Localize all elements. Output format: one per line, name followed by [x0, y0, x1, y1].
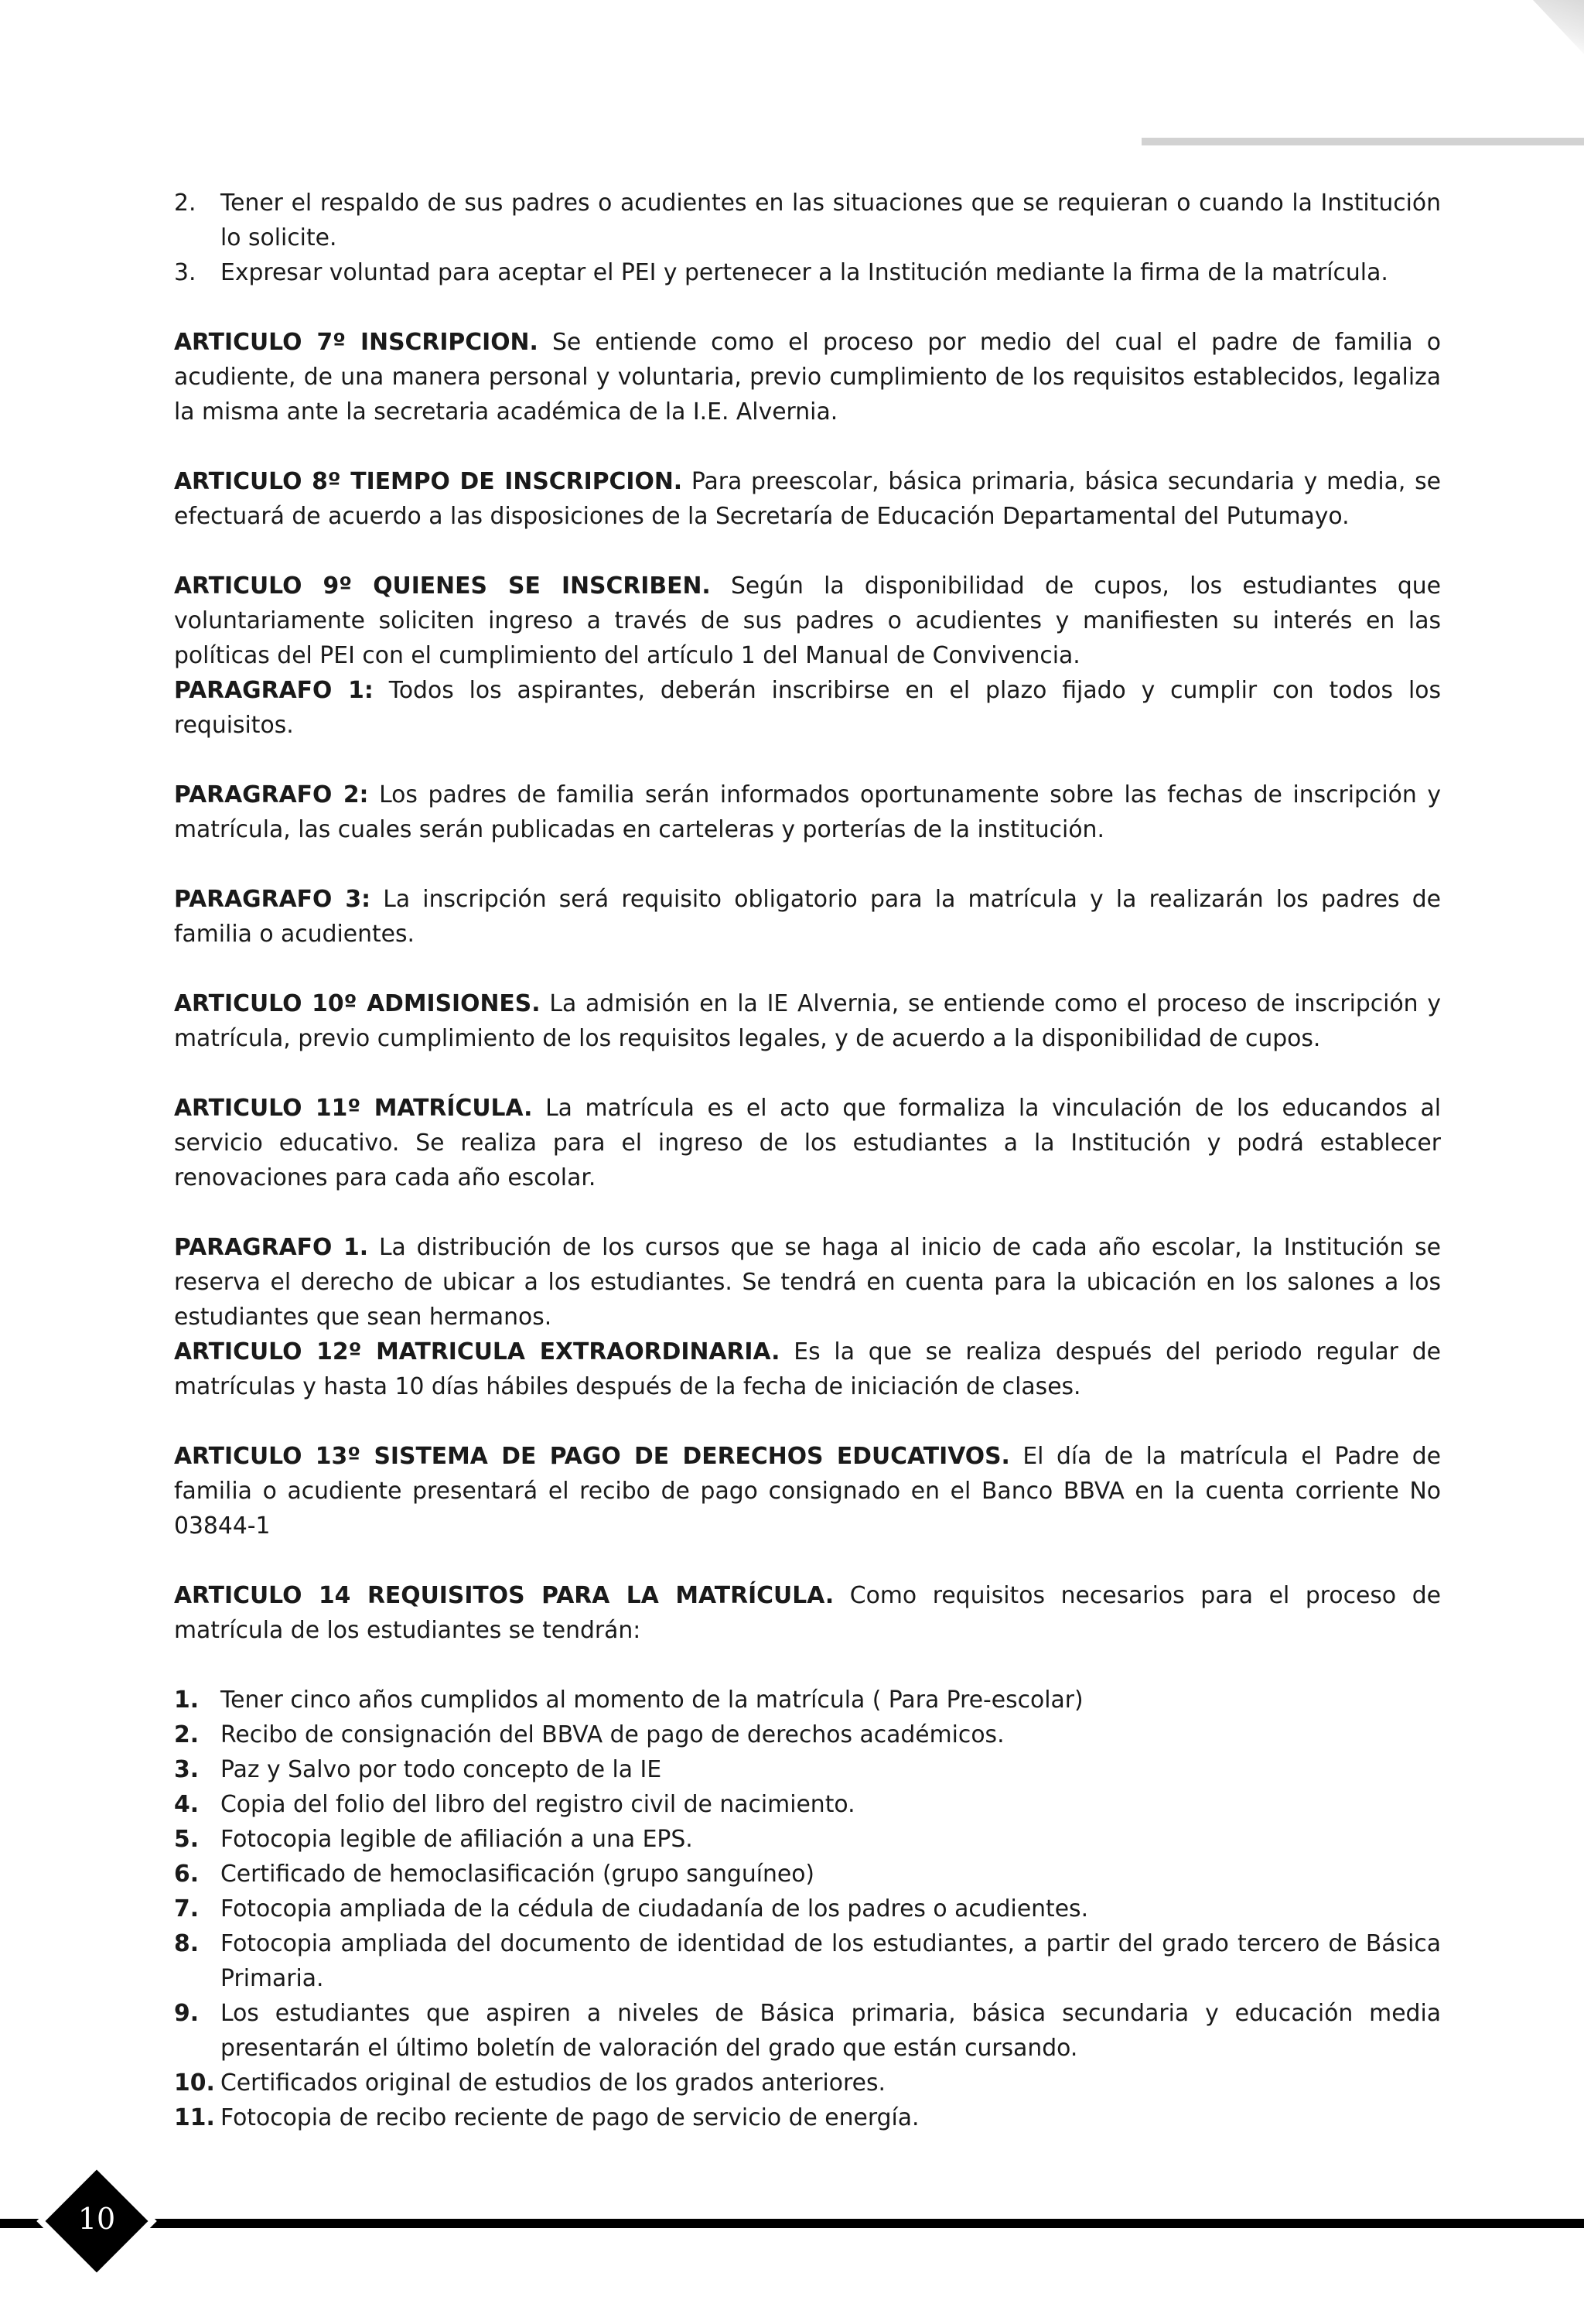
- list-item: [174, 186, 1441, 255]
- article-10: [174, 986, 1441, 1056]
- list-number: 7.: [174, 1895, 200, 1922]
- list-number: 10.: [174, 2069, 215, 2097]
- list-number: 3.: [174, 1756, 200, 1783]
- list-number: 11.: [174, 2104, 215, 2131]
- paragraph-1: [174, 673, 1441, 743]
- paragraph-text: La distribución de los cursos que se haga al inicio de cada año escolar, la Institución se reserva el derecho de ubicar a los estudiantes. Se tendrá en cuenta para la ubicación en los salones a los estudiantes que sean hermanos.: [174, 1234, 1441, 1331]
- top-decorative-rule: [1142, 138, 1584, 145]
- list-text: Recibo de consignación del BBVA de pago de derechos académicos.: [220, 1721, 1005, 1748]
- list-text: Fotocopia legible de afiliación a una EPS.: [220, 1826, 693, 1853]
- list-number: 4.: [174, 1791, 200, 1818]
- list-text: Copia del folio del libro del registro civil de nacimiento.: [220, 1791, 855, 1818]
- list-item: [174, 1717, 1441, 1752]
- article-heading: ARTICULO 8º TIEMPO DE INSCRIPCION.: [174, 468, 683, 495]
- list-number: 6.: [174, 1861, 200, 1888]
- list-item: [174, 2100, 1441, 2135]
- list-text: Certificados original de estudios de los grados anteriores.: [220, 2069, 886, 2097]
- document-body: [174, 186, 1441, 2135]
- list-text: Paz y Salvo por todo concepto de la IE: [220, 1756, 662, 1783]
- requirements-list: [174, 1683, 1441, 2135]
- paragraph-heading: PARAGRAFO 3:: [174, 886, 371, 913]
- paragraph-2: [174, 778, 1441, 847]
- article-text: Para preescolar, básica primaria, básica secundaria y media, se efectuará de acuerdo a las disposiciones de la Secretaría de Educación Departamental del Putumayo.: [174, 468, 1441, 530]
- list-number: 9.: [174, 2000, 200, 2027]
- article-12: [174, 1335, 1441, 1404]
- paragraph-text: La inscripción será requisito obligatorio para la matrícula y la realizarán los padres de familia o acudientes.: [174, 886, 1441, 948]
- list-text: Los estudiantes que aspiren a niveles de Básica primaria, básica secundaria y educación media presentarán el último boletín de valoración del grado que están cursando.: [220, 2000, 1441, 2062]
- list-number: 2.: [174, 190, 196, 217]
- list-item: [174, 1892, 1441, 1926]
- list-number: 2.: [174, 1721, 200, 1748]
- list-item: [174, 1752, 1441, 1787]
- page-corner-fold: [1499, 0, 1584, 54]
- list-text: Certificado de hemoclasificación (grupo sanguíneo): [220, 1861, 815, 1888]
- list-number: 3.: [174, 259, 196, 286]
- article-text: Se entiende como el proceso por medio del cual el padre de familia o acudiente, de una manera personal y voluntaria, previo cumplimiento de los requisitos establecidos, legaliza la misma ante la secretaria académica de la I.E. Alvernia.: [174, 329, 1441, 425]
- paragraph-text: Todos los aspirantes, deberán inscribirse en el plazo fijado y cumplir con todos los requisitos.: [174, 677, 1441, 739]
- article-13: [174, 1439, 1441, 1543]
- article-heading: ARTICULO 14 REQUISITOS PARA LA MATRÍCULA.: [174, 1582, 835, 1609]
- list-number: 1.: [174, 1687, 200, 1714]
- article-heading: ARTICULO 12º MATRICULA EXTRAORDINARIA.: [174, 1338, 780, 1365]
- list-text: Tener el respaldo de sus padres o acudientes en las situaciones que se requieran o cuando la Institución lo solicite.: [220, 190, 1441, 251]
- list-text: Fotocopia de recibo reciente de pago de servicio de energía.: [220, 2104, 920, 2131]
- list-item: [174, 1926, 1441, 1996]
- paragraph-heading: PARAGRAFO 1:: [174, 677, 374, 704]
- paragraph-text: Los padres de familia serán informados oportunamente sobre las fechas de inscripción y matrícula, las cuales serán publicadas en carteleras y porterías de la institución.: [174, 781, 1441, 843]
- article-8: [174, 464, 1441, 534]
- list-item: [174, 1787, 1441, 1822]
- article-11: [174, 1091, 1441, 1195]
- paragraph-heading: PARAGRAFO 1.: [174, 1234, 369, 1261]
- list-number: 5.: [174, 1826, 200, 1853]
- list-item: [174, 1822, 1441, 1857]
- page-number: 10: [77, 2202, 116, 2236]
- article-text: El día de la matrícula el Padre de familia o acudiente presentará el recibo de pago consignado en el Banco BBVA en la cuenta corriente No 03844-1: [174, 1443, 1441, 1540]
- article-text: La matrícula es el acto que formaliza la vinculación de los educandos al servicio educativo. Se realiza para el ingreso de los estudiantes a la Institución y podrá establecer renovaciones para cada año escolar.: [174, 1095, 1441, 1191]
- rights-list-continued: [174, 186, 1441, 290]
- list-item: [174, 1683, 1441, 1717]
- list-text: Tener cinco años cumplidos al momento de la matrícula ( Para Pre-escolar): [220, 1687, 1084, 1714]
- list-item: [174, 255, 1441, 290]
- article-7: [174, 325, 1441, 429]
- article-text: Como requisitos necesarios para el proceso de matrícula de los estudiantes se tendrán:: [174, 1582, 1441, 1644]
- article-heading: ARTICULO 7º INSCRIPCION.: [174, 329, 538, 356]
- list-text: Fotocopia ampliada de la cédula de ciudadanía de los padres o acudientes.: [220, 1895, 1089, 1922]
- list-text: Fotocopia ampliada del documento de identidad de los estudiantes, a partir del grado tercero de Básica Primaria.: [220, 1930, 1441, 1992]
- article-text: Es la que se realiza después del periodo regular de matrículas y hasta 10 días hábiles después de la fecha de iniciación de clases.: [174, 1338, 1442, 1400]
- article-heading: ARTICULO 13º SISTEMA DE PAGO DE DERECHOS EDUCATIVOS.: [174, 1443, 1010, 1470]
- list-number: 8.: [174, 1930, 200, 1957]
- list-item: [174, 1996, 1441, 2066]
- paragraph-3: [174, 882, 1441, 952]
- footer-rule: [0, 2219, 1584, 2228]
- paragraph-heading: PARAGRAFO 2:: [174, 781, 369, 808]
- article-heading: ARTICULO 11º MATRÍCULA.: [174, 1095, 533, 1122]
- article-11-paragraph-1: [174, 1230, 1441, 1335]
- list-text: Expresar voluntad para aceptar el PEI y pertenecer a la Institución mediante la firma de la matrícula.: [220, 259, 1388, 286]
- article-text: Según la disponibilidad de cupos, los estudiantes que voluntariamente soliciten ingreso a través de sus padres o acudientes y manifiesten su interés en las políticas del PEI con el cumplimiento del artículo 1 del Manual de Convivencia.: [174, 572, 1441, 669]
- list-item: [174, 2066, 1441, 2100]
- article-heading: ARTICULO 10º ADMISIONES.: [174, 990, 541, 1017]
- article-text: La admisión en la IE Alvernia, se entiende como el proceso de inscripción y matrícula, previo cumplimiento de los requisitos legales, y de acuerdo a la disponibilidad de cupos.: [174, 990, 1441, 1052]
- article-14: [174, 1578, 1441, 1648]
- list-item: [174, 1857, 1441, 1892]
- article-9: [174, 569, 1441, 673]
- article-heading: ARTICULO 9º QUIENES SE INSCRIBEN.: [174, 572, 711, 600]
